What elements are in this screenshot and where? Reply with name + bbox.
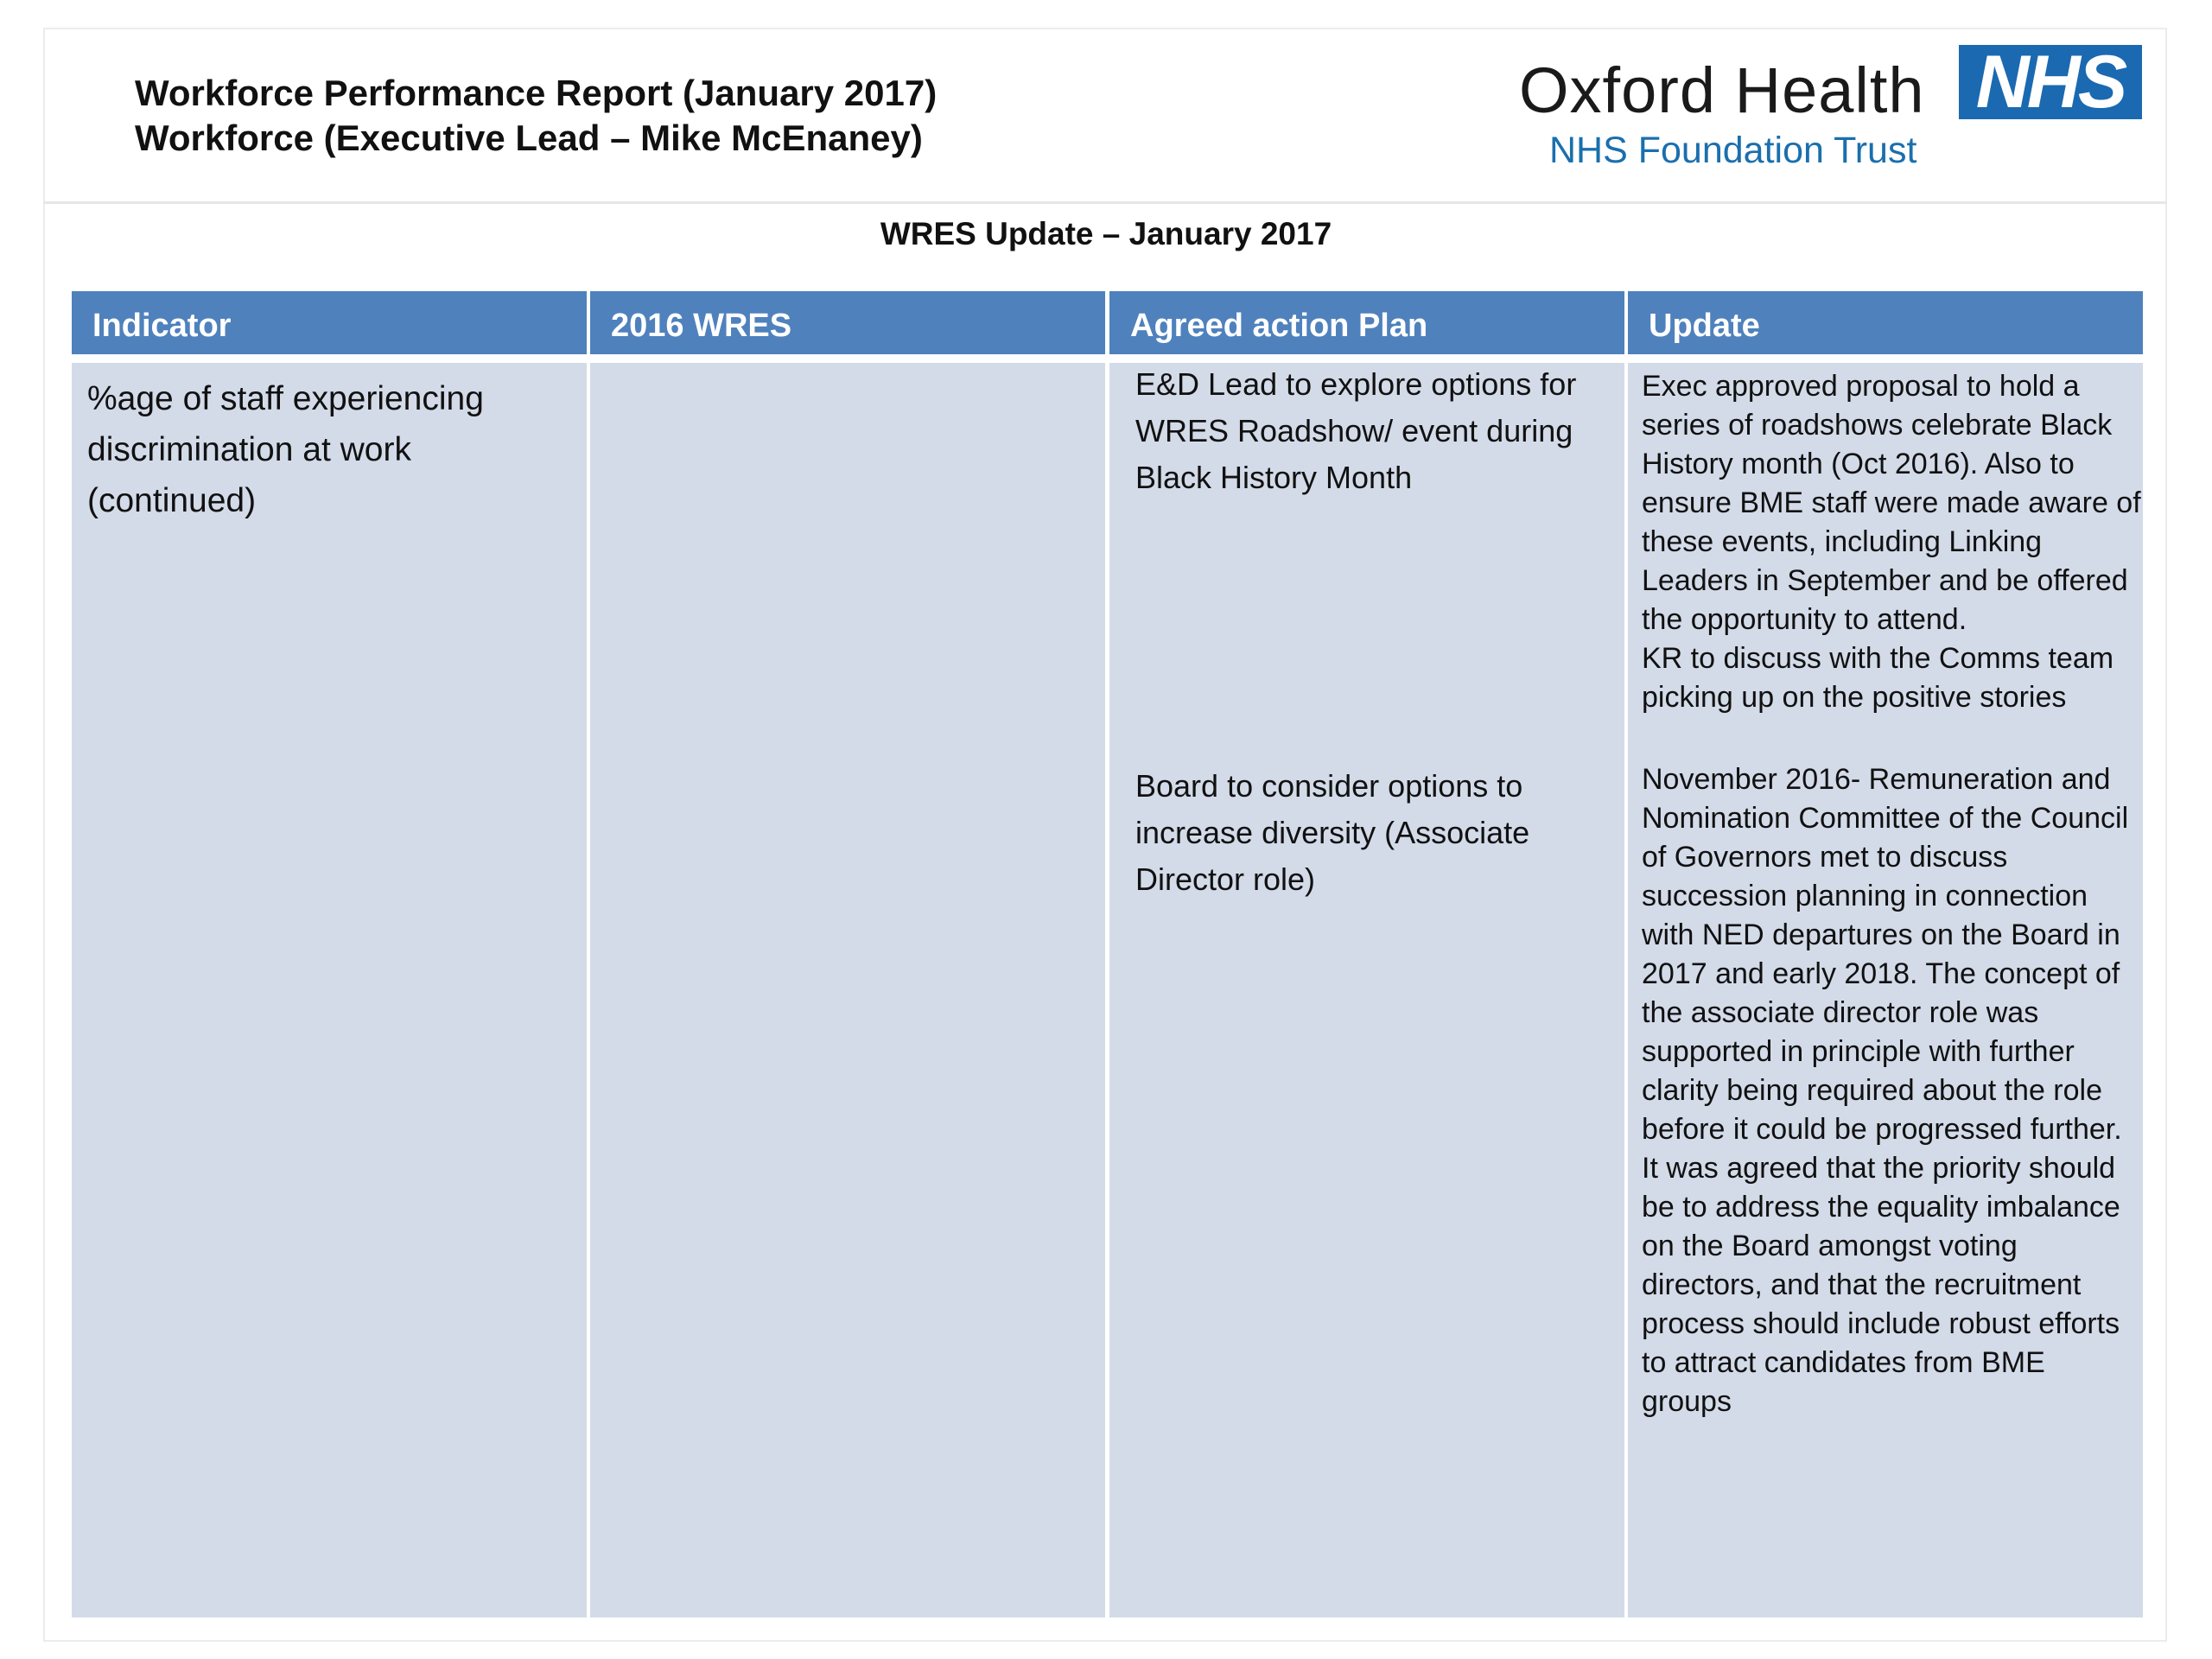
update-text: November 2016- Remuneration and Nomination Committee of the Council of Governors met to discuss succession planning in connection with NED departures on the Board in 2017 and early 2018. The concept of the associate director role was supported in principle with further clarity being required about the role before it could be progressed further. It was agreed that the priority should be to address the equality imbalance on the Board amongst voting directors, and that the recruitment process should include robust efforts to attract candidates from BME groups xyxy=(1642,763,2129,1418)
action-item: E&D Lead to explore options for WRES Roadshow/ event during Black History Month xyxy=(1135,366,1577,495)
report-title xyxy=(135,71,937,161)
update-item xyxy=(1642,367,2143,717)
column-header-update: Update xyxy=(1628,291,2143,354)
column-header-2016-wres: 2016 WRES xyxy=(590,291,1105,354)
update-text: Exec approved proposal to hold a series of roadshows celebrate Black History month (Oct 2016). Also to ensure BME staff were made aware of these events, including Linking Leaders in September and be offered the opportunity to attend. KR to discuss with the Comms team picking up on the positive stories xyxy=(1642,370,2141,714)
header-divider xyxy=(43,201,2167,204)
update-item xyxy=(1642,760,2143,1421)
action-plan-cell xyxy=(1109,363,1624,1618)
logo-org-name: Oxford Health xyxy=(1519,54,1925,126)
action-item: Board to consider options to increase diversity (Associate Director role) xyxy=(1135,768,1530,897)
wres-2016-cell xyxy=(590,363,1105,1618)
logo-trust-name: NHS Foundation Trust xyxy=(1549,130,1917,171)
nhs-logo: NHS xyxy=(1959,45,2142,119)
column-header-indicator: Indicator xyxy=(72,291,587,354)
title-line-2: Workforce (Executive Lead – Mike McEnaney) xyxy=(135,118,923,158)
column-header-action-plan: Agreed action Plan xyxy=(1109,291,1624,354)
title-line-1: Workforce Performance Report (January 2017) xyxy=(135,73,938,113)
indicator-cell: %age of staff experiencing discrimination at work (continued) xyxy=(72,363,587,1618)
section-title: WRES Update – January 2017 xyxy=(880,216,1332,251)
